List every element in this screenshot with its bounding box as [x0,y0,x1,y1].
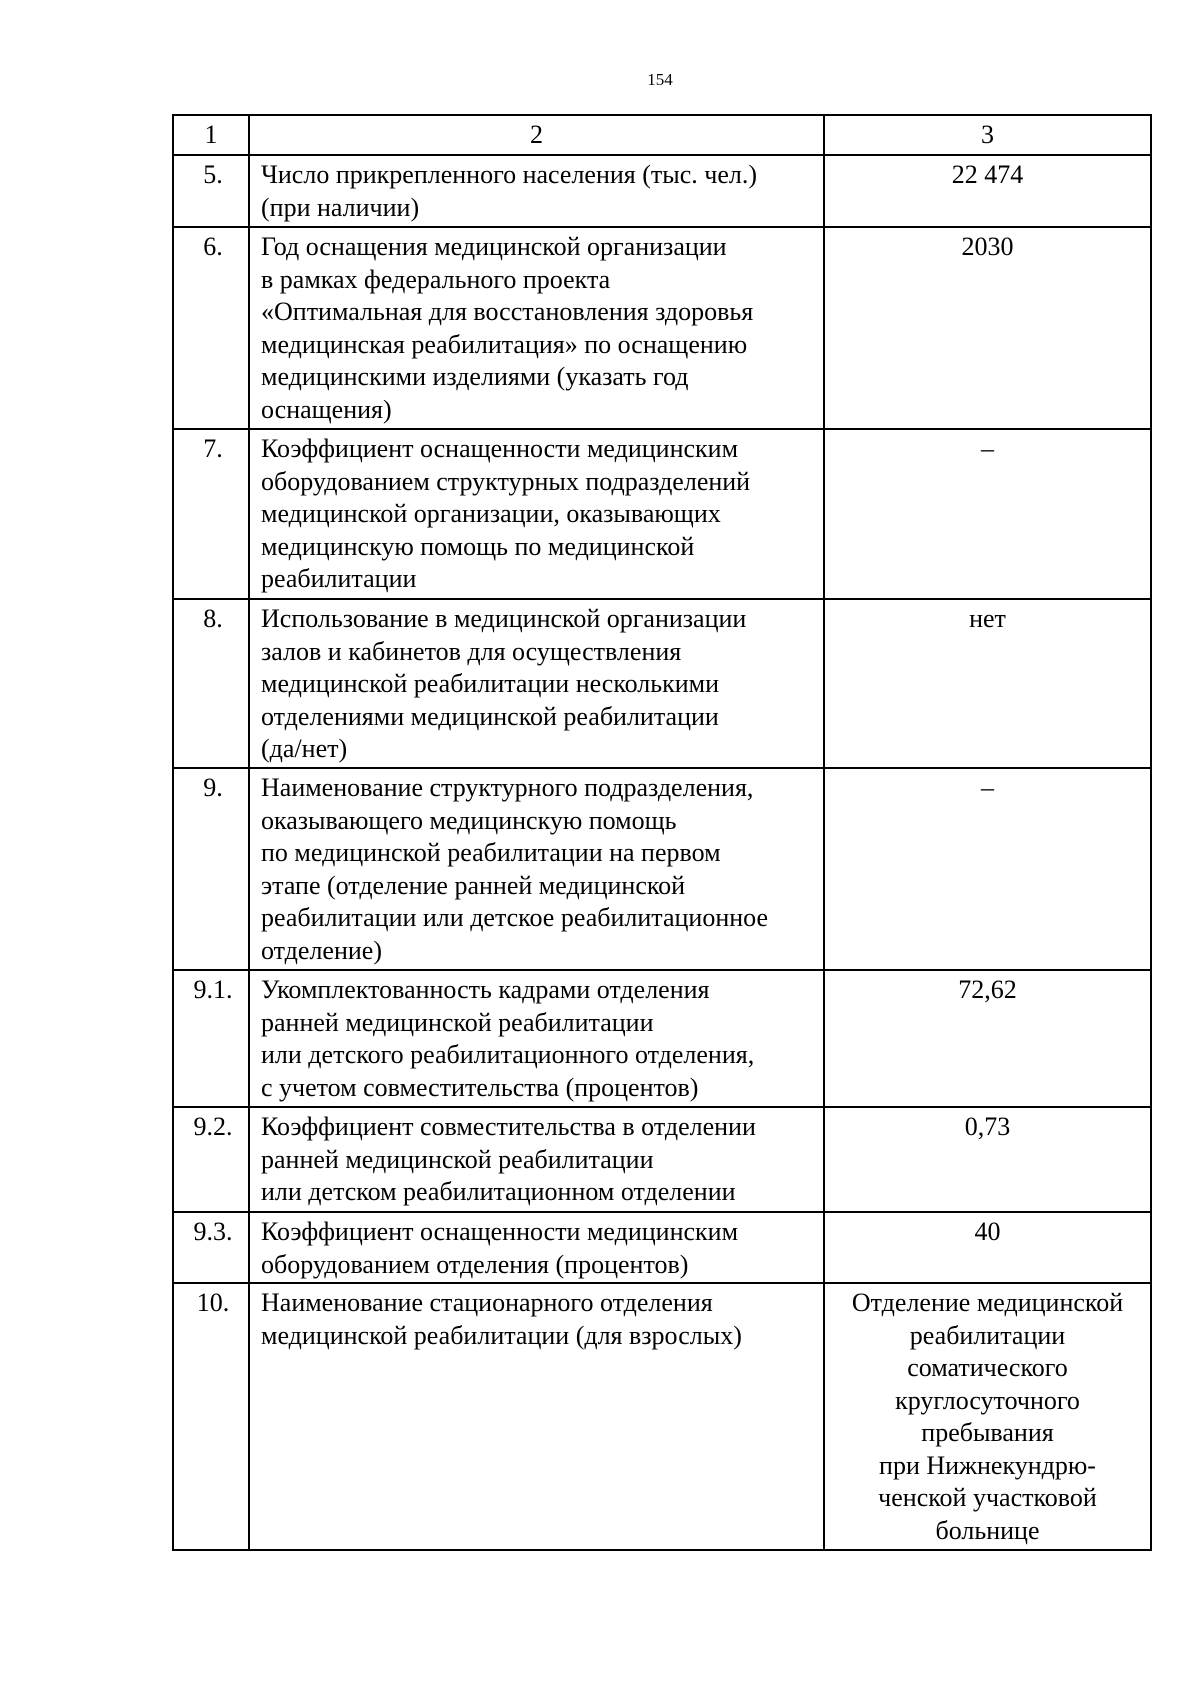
row-description: Коэффициент оснащенности медицинским оборудованием структурных подразделений медицинской организации, оказывающих медицинскую помощь по медицинской реабилитации [249,429,824,599]
row-value: Отделение медицинской реабилитации соматического круглосуточного пребывания при Нижнекундрю- ченской участковой больнице [824,1283,1151,1550]
header-col-3: 3 [824,115,1151,155]
table-row [173,599,1151,768]
row-number: 7. [173,429,249,599]
row-value: 40 [824,1212,1151,1283]
row-value: – [824,768,1151,970]
row-number: 9. [173,768,249,970]
row-value: нет [824,599,1151,768]
indicators-table-wrapper [172,114,1152,1551]
table-row [173,970,1151,1107]
row-value: 2030 [824,227,1151,429]
page-number: 154 [647,70,673,89]
table-row [173,1283,1151,1550]
row-description: Использование в медицинской организации залов и кабинетов для осуществления медицинской реабилитации несколькими отделениями медицинской реабилитации (да/нет) [249,599,824,768]
table-row [173,768,1151,970]
table-row [173,429,1151,599]
row-description: Укомплектованность кадрами отделения ранней медицинской реабилитации или детского реабилитационного отделения, с учетом совместительства (процентов) [249,970,824,1107]
table-header-row [173,115,1151,155]
row-value: 72,62 [824,970,1151,1107]
row-description: Наименование структурного подразделения, оказывающего медицинскую помощь по медицинской реабилитации на первом этапе (отделение ранней медицинской реабилитации или детское реабилитационное отделение) [249,768,824,970]
row-number: 9.3. [173,1212,249,1283]
row-number: 6. [173,227,249,429]
row-value: – [824,429,1151,599]
row-number: 5. [173,155,249,227]
row-description: Коэффициент оснащенности медицинским оборудованием отделения (процентов) [249,1212,824,1283]
row-number: 9.2. [173,1107,249,1212]
row-description: Год оснащения медицинской организации в рамках федерального проекта «Оптимальная для восстановления здоровья медицинская реабилитация» по оснащению медицинскими изделиями (указать год оснащения) [249,227,824,429]
indicators-table [172,114,1152,1551]
row-number: 10. [173,1283,249,1550]
table-row [173,155,1151,227]
table-row [173,1107,1151,1212]
row-description: Наименование стационарного отделения медицинской реабилитации (для взрослых) [249,1283,824,1550]
header-col-1: 1 [173,115,249,155]
row-number: 8. [173,599,249,768]
table-row [173,227,1151,429]
table-row [173,1212,1151,1283]
row-description: Число прикрепленного населения (тыс. чел.) (при наличии) [249,155,824,227]
row-value: 22 474 [824,155,1151,227]
row-number: 9.1. [173,970,249,1107]
row-description: Коэффициент совместительства в отделении ранней медицинской реабилитации или детском реабилитационном отделении [249,1107,824,1212]
row-value: 0,73 [824,1107,1151,1212]
header-col-2: 2 [249,115,824,155]
